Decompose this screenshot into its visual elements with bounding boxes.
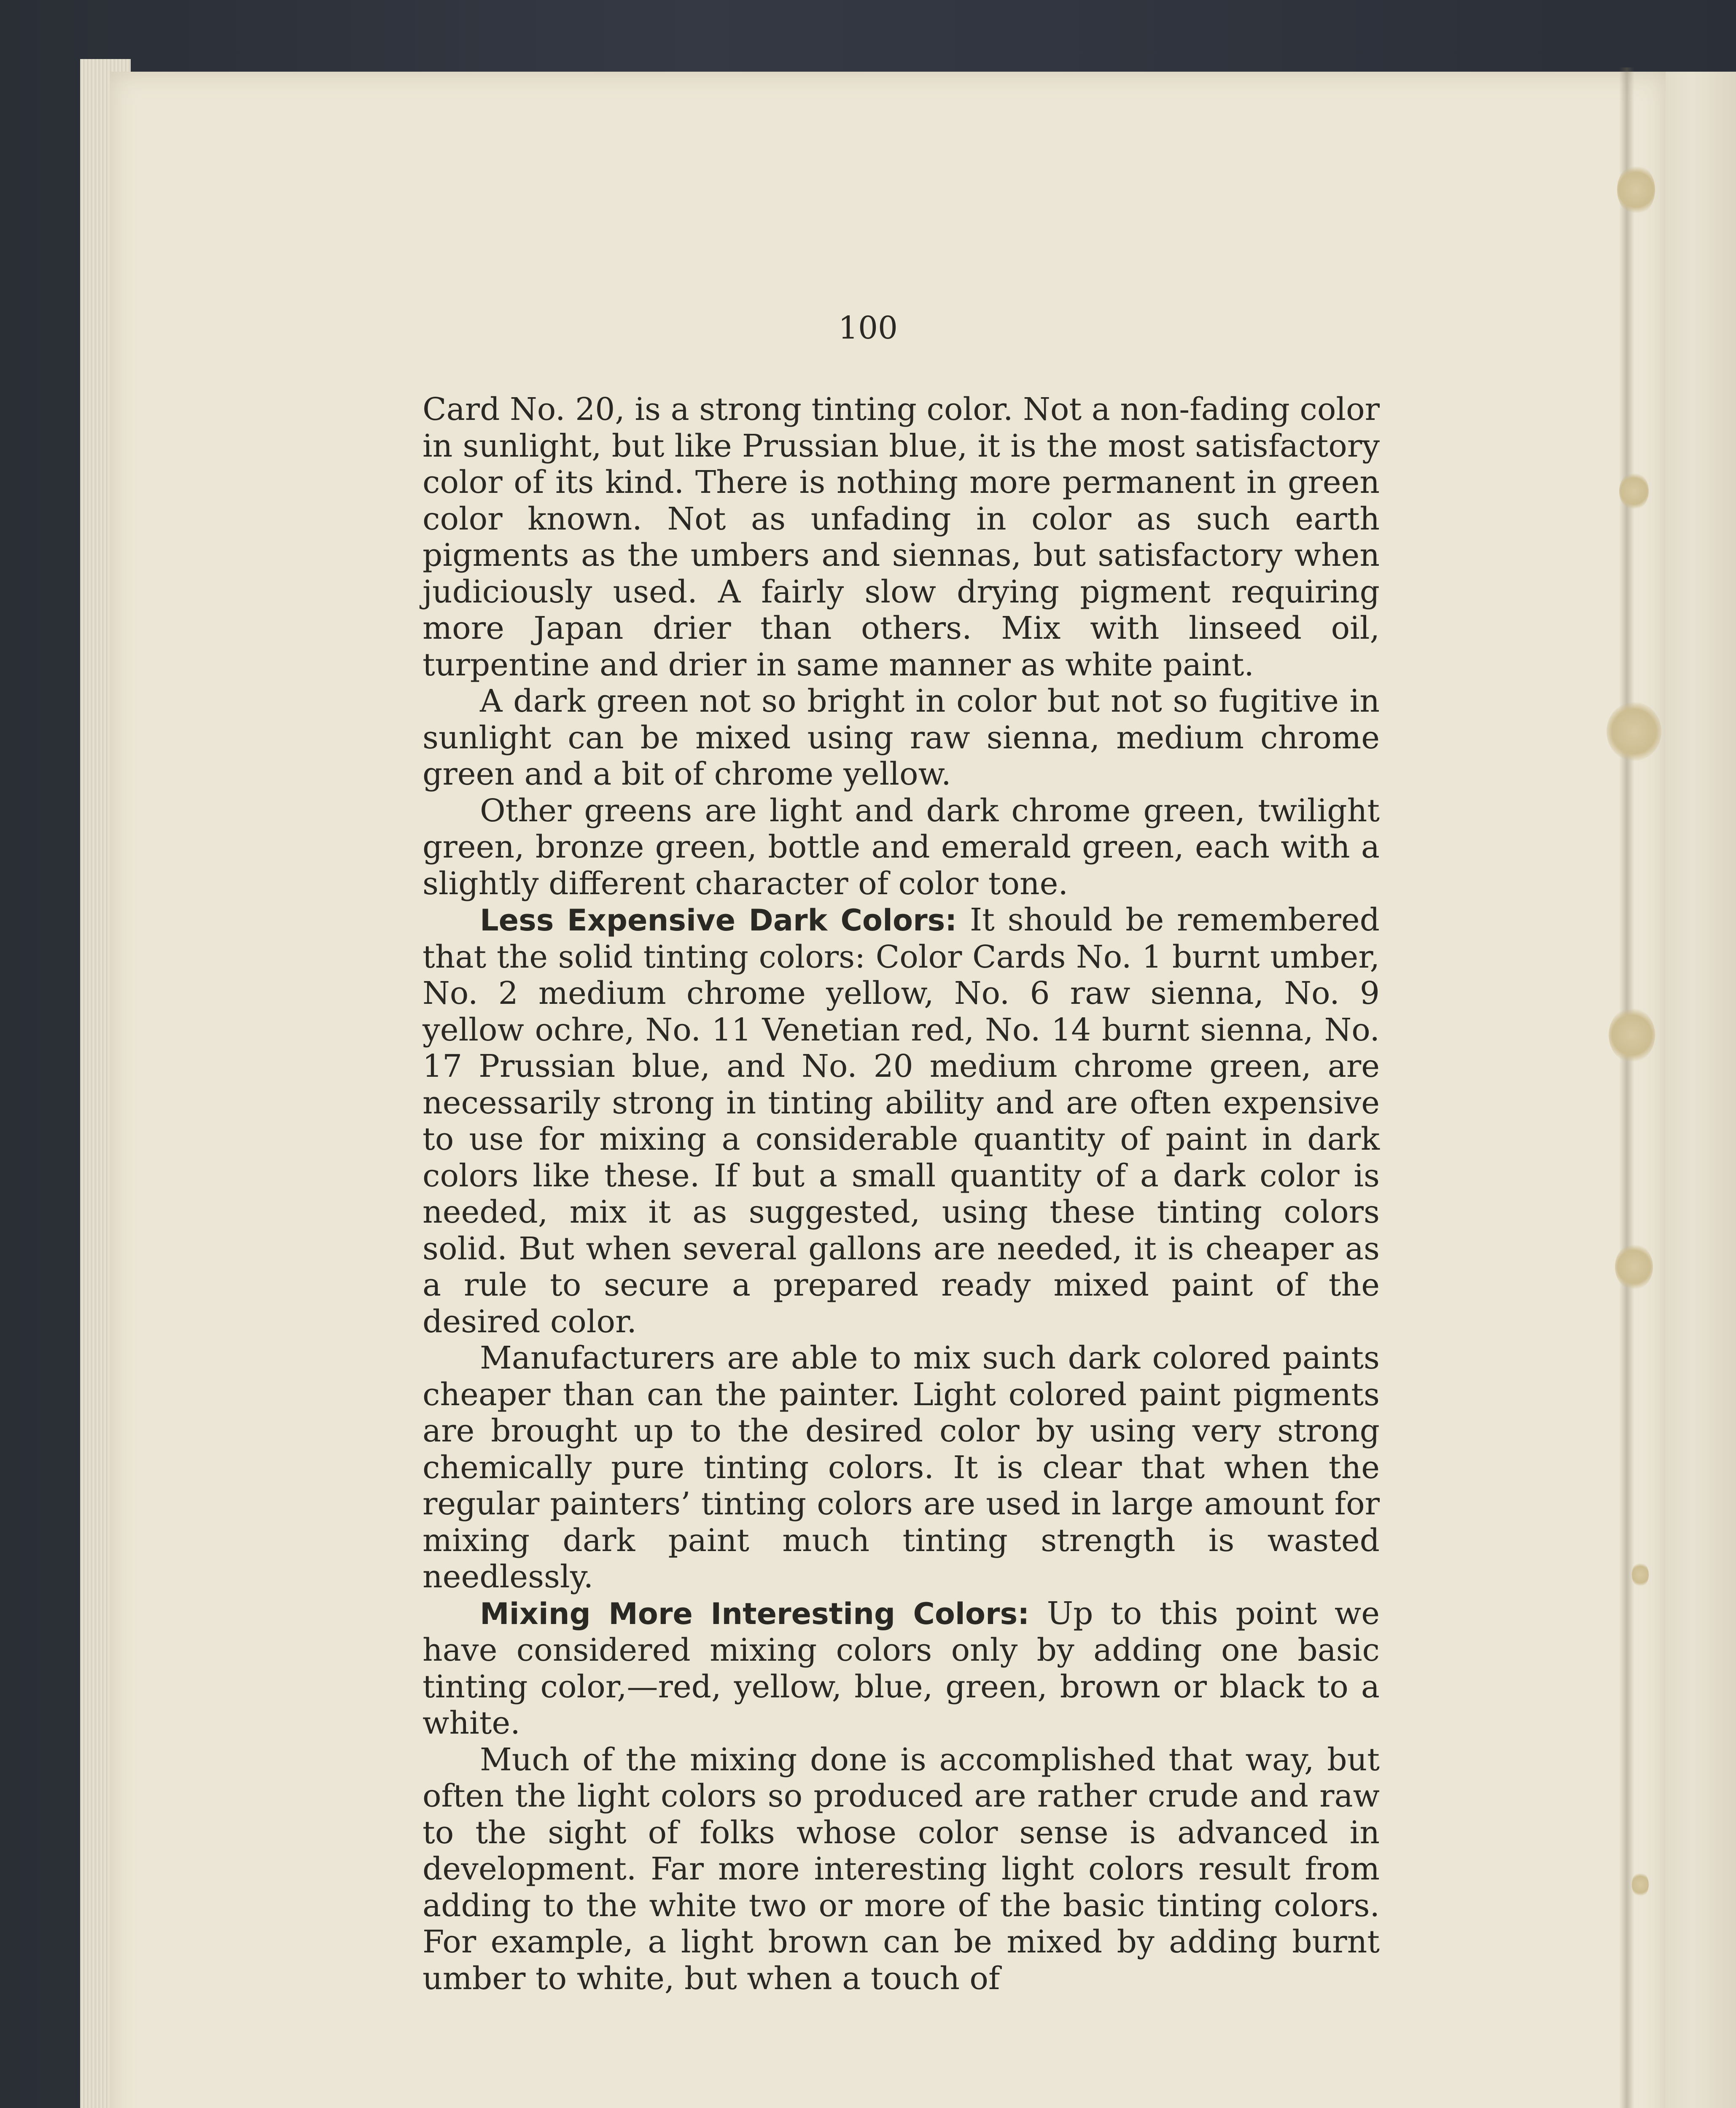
tape-mark [1609,1008,1655,1062]
paragraph: A dark green not so bright in color but not so fugitive in sunlight can be mixed using raw sienna, medium chrome green and a bit of chrome yellow. [423,683,1380,792]
paragraph: Manufacturers are able to mix such dark colored paints cheaper than can the painter. Light colored paint pigments are brought up to the desired color by using very strong chemically pure tinting colors. It is clear that when the regular painters’ tinting colors are used in large amount for mixing dark paint much tinting strength is wasted needlessly. [423,1340,1380,1595]
tape-mark [1632,1562,1649,1587]
paragraph [423,1595,1380,1742]
body-text [423,391,1380,1997]
section-heading: Less Expensive Dark Colors: [480,903,957,938]
page-number: 100 [838,310,898,346]
tape-mark [1617,164,1655,215]
binding-gutter [1619,67,1634,2108]
tape-mark [1615,1244,1653,1290]
paragraph: Card No. 20, is a strong tinting color. Not a non-fading color in sunlight, but like Prussian blue, it is the most satisfactory color of its kind. There is nothing more permanent in green color known. Not as unfading in color as such earth pigments as the umbers and siennas, but satisfactory when judiciously used. A fairly slow drying pigment requiring more Japan drier than others. Mix with linseed oil, turpentine and drier in same manner as white paint. [423,391,1380,683]
paragraph [423,902,1380,1340]
paragraph: Much of the mixing done is accomplished that way, but often the light colors so produced are rather crude and raw to the sight of folks whose color sense is advanced in development. Far more interesting light colors result from adding to the white two or more of the basic tinting colors. For example, a light brown can be mixed by adding burnt umber to white, but when a touch of [423,1741,1380,1997]
tape-mark [1632,1872,1649,1897]
section-heading: Mixing More Interesting Colors: [480,1596,1030,1631]
paragraph-text: Up to this point we have considered mixing colors only by adding one basic tinting color,—red, yellow, blue, green, brown or black to a white. [423,1595,1380,1741]
tape-mark [1607,702,1661,761]
tape-mark [1619,472,1649,510]
paragraph-text: It should be remembered that the solid tinting colors: Color Cards No. 1 burnt umber, No. 2 medium chrome yellow, No. 6 raw sienna, No. 9 yellow ochre, No. 11 Venetian red, No. 14 burnt sienna, No. 17 Prussian blue, and No. 20 medium chrome green, are necessarily strong in tinting ability and are often expensive to use for mixing a considerable quantity of paint in dark colors like these. If but a small quantity of a dark color is needed, mix it as suggested, using these tinting colors solid. But when several gallons are needed, it is cheaper as a rule to secure a prepared ready mixed paint of the desired color. [423,902,1380,1340]
paragraph: Other greens are light and dark chrome green, twilight green, bronze green, bottle and emerald green, each with a slightly different character of color tone. [423,792,1380,902]
